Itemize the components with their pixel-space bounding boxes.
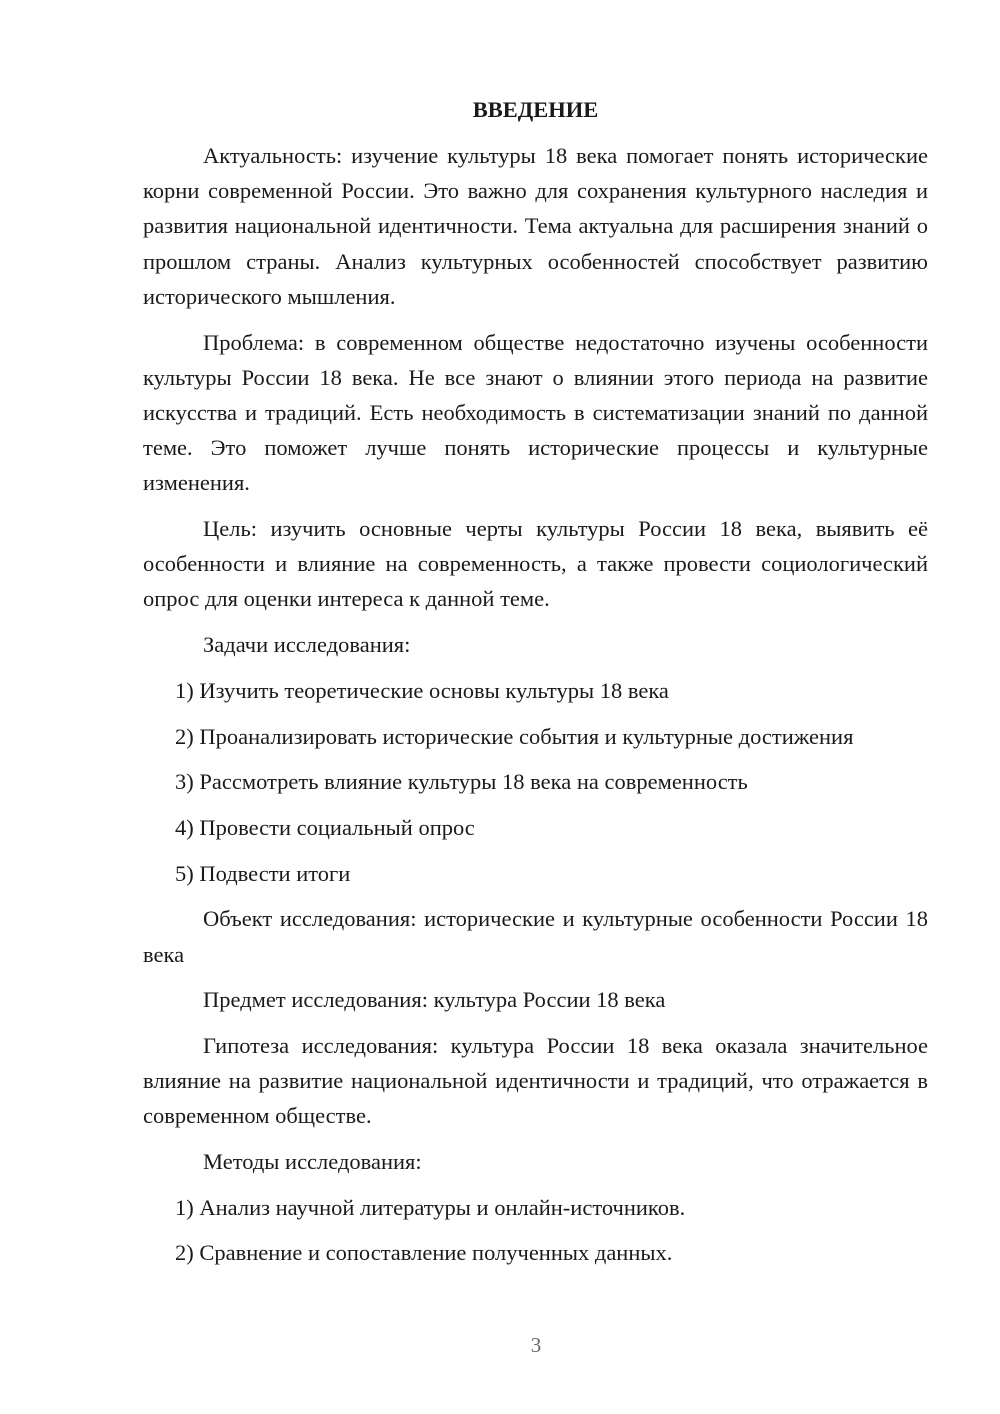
object-paragraph: Объект исследования: исторические и культурные особенности России 18 века	[143, 906, 928, 967]
problem-paragraph: Проблема: в современном обществе недостаточно изучены особенности культуры России 18 века. Не все знают о влиянии этого периода на развитие искусства и традиций. Есть необходимость в систематизации знаний по данной теме. Это поможет лучше понять исторические процессы и культурные изменения.	[143, 329, 928, 496]
task-item: 1) Изучить теоретические основы культуры 18 века	[175, 677, 669, 703]
hypothesis-paragraph: Гипотеза исследования: культура России 18 века оказала значительное влияние на развитие национальной идентичности и традиций, что отражается в современном обществе.	[143, 1032, 928, 1129]
task-item: 4) Провести социальный опрос	[175, 814, 475, 840]
task-item: 3) Рассмотреть влияние культуры 18 века на современность	[175, 769, 748, 795]
methods-heading: Методы исследования:	[203, 1149, 422, 1175]
relevance-paragraph: Актуальность: изучение культуры 18 века помогает понять исторические корни современной России. Это важно для сохранения культурного наследия и развития национальной идентичности. Тема актуальна для расширения знаний о прошлом страны. Анализ культурных особенностей способствует развитию исторического мышления.	[143, 143, 928, 309]
tasks-list	[143, 673, 928, 891]
page-number: 3	[530, 1333, 542, 1357]
task-item: 2) Проанализировать исторические события и культурные достижения	[175, 723, 854, 749]
document-page	[143, 92, 928, 1281]
methods-list	[143, 1190, 928, 1271]
tasks-heading: Задачи исследования:	[203, 632, 411, 658]
method-item: 2) Сравнение и сопоставление полученных данных.	[175, 1240, 673, 1266]
method-item: 1) Анализ научной литературы и онлайн-источников.	[175, 1194, 686, 1220]
task-item: 5) Подвести итоги	[175, 860, 351, 886]
subject-paragraph: Предмет исследования: культура России 18 века	[203, 987, 666, 1013]
goal-paragraph: Цель: изучить основные черты культуры России 18 века, выявить её особенности и влияние на современность, а также провести социологический опрос для оценки интереса к данной теме.	[143, 516, 928, 612]
section-heading: ВВЕДЕНИЕ	[472, 97, 599, 122]
